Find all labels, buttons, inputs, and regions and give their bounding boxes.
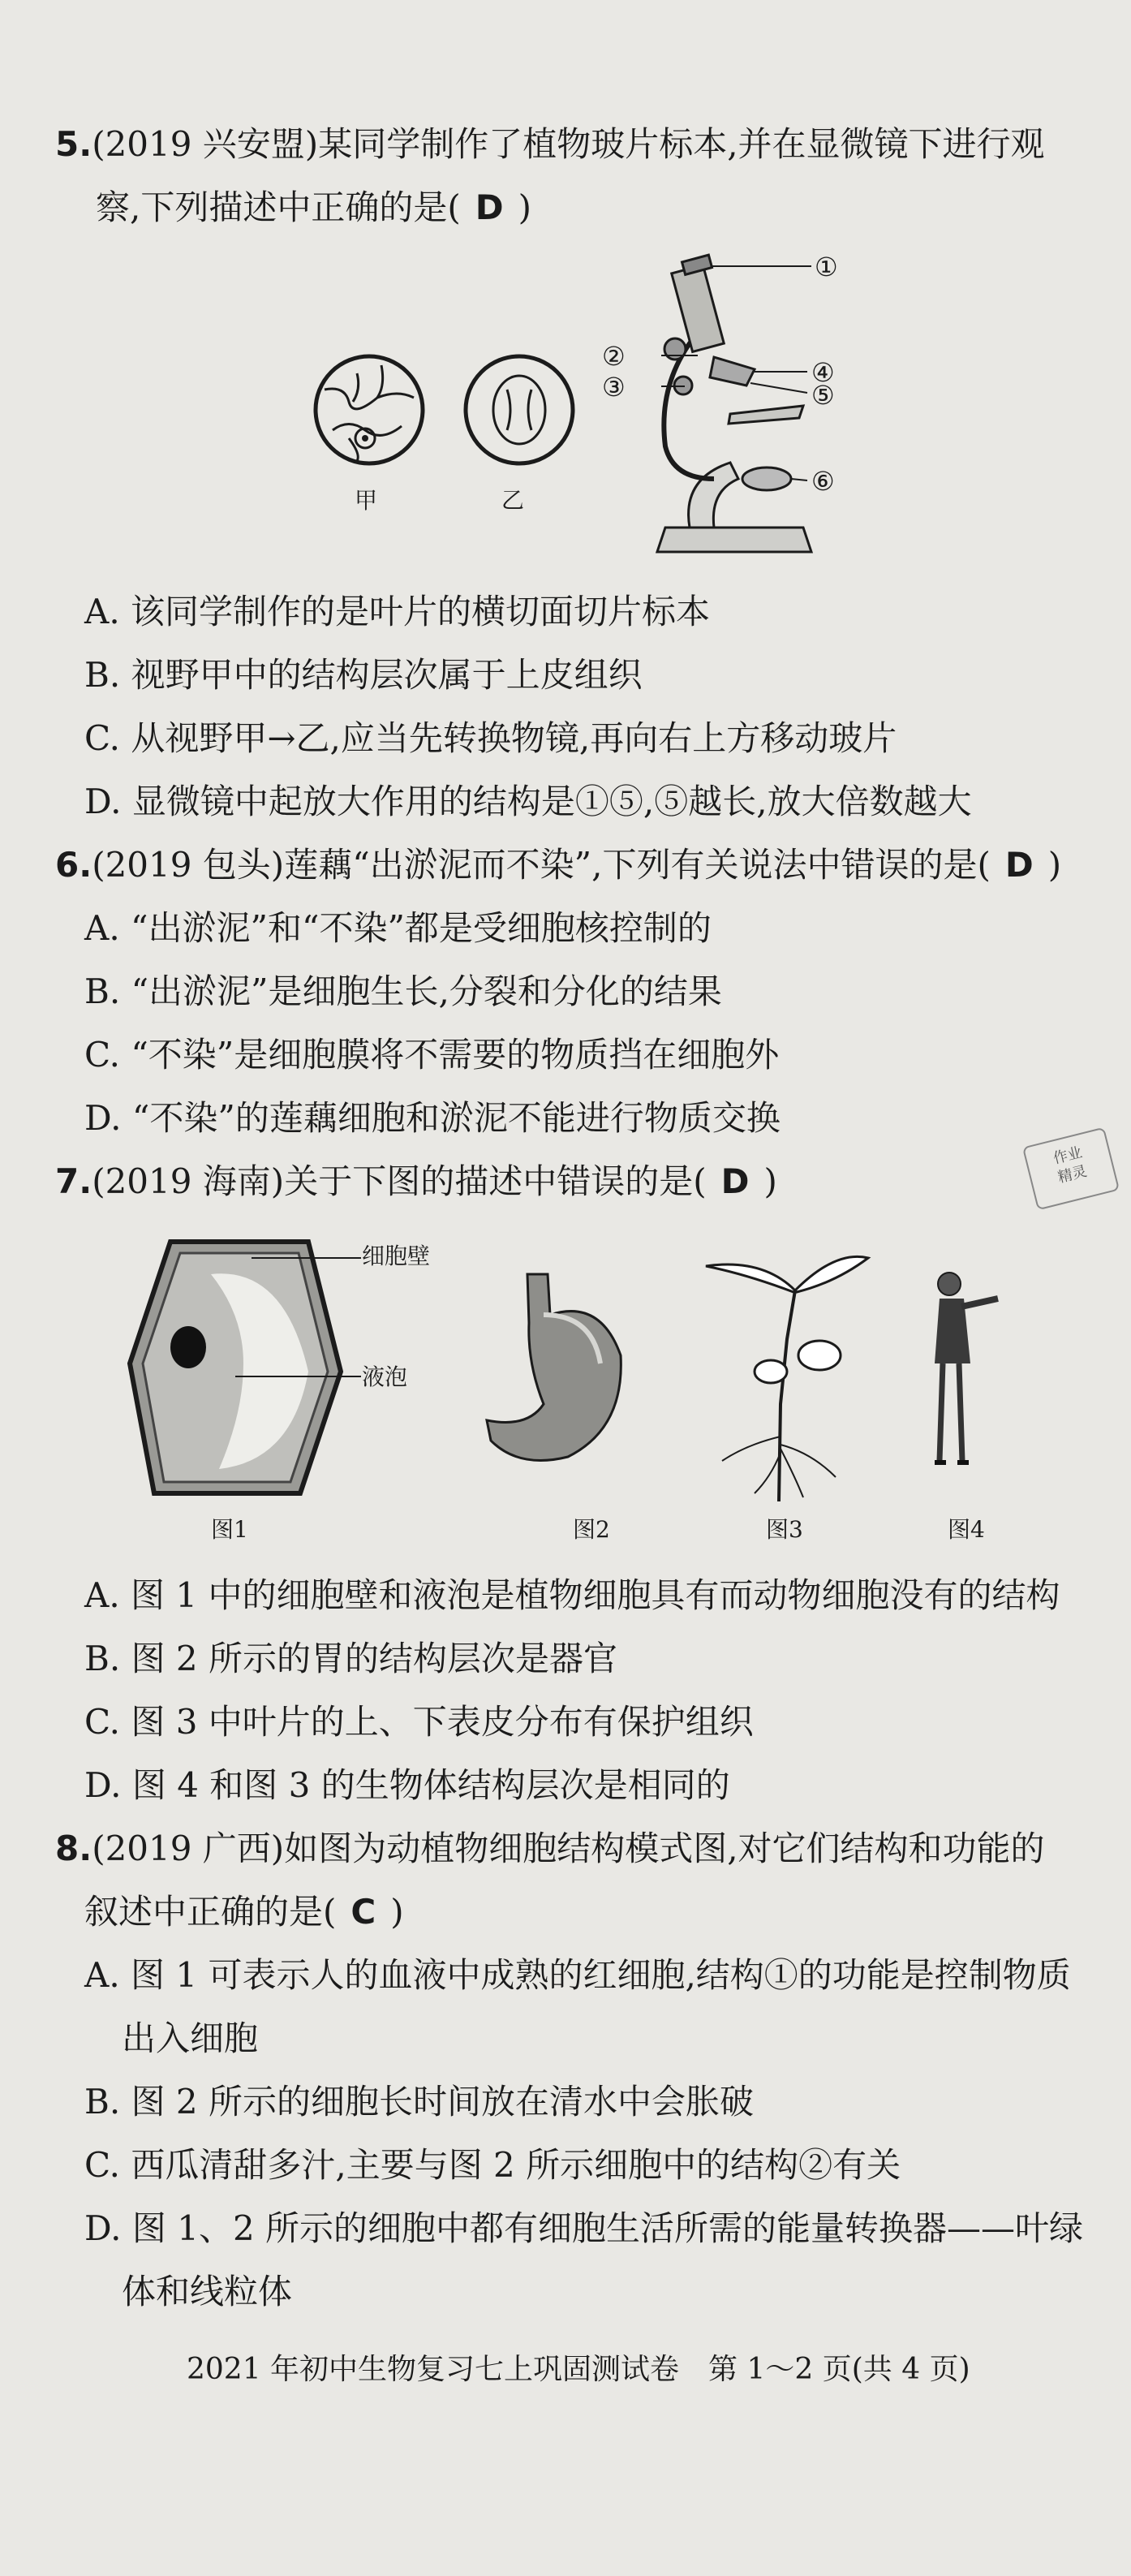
page-footer: 2021 年初中生物复习七上巩固测试卷 第 1～2 页(共 4 页) — [187, 2353, 970, 2386]
q8-line2: 叙述中正确的是( C ) — [84, 1892, 404, 1932]
q8-option-c: C. 西瓜清甜多汁,主要与图 2 所示细胞中的结构②有关 — [84, 2145, 901, 2185]
watermark-stamp: 作业 精灵 — [1022, 1127, 1120, 1211]
q7-option-a: A. 图 1 中的细胞壁和液泡是植物细胞具有而动物细胞没有的结构 — [84, 1575, 1060, 1615]
q8-answer: C — [350, 1892, 376, 1932]
q6-answer: D — [1004, 845, 1034, 885]
q6-option-b: B. “出淤泥”是细胞生长,分裂和分化的结果 — [84, 971, 722, 1011]
q5-number: 5. — [55, 124, 92, 164]
q7-option-d: D. 图 4 和图 3 的生物体结构层次是相同的 — [84, 1765, 730, 1805]
q6-option-d: D. “不染”的莲藕细胞和淤泥不能进行物质交换 — [84, 1098, 781, 1138]
microscope-label-4: ④ — [811, 357, 835, 388]
label-jia: 甲 — [355, 487, 378, 514]
cell-label-leaders — [227, 1250, 365, 1388]
q8-option-a-line2: 出入细胞 — [122, 2018, 259, 2058]
microscope-label-3: ③ — [602, 372, 626, 403]
q8-option-b: B. 图 2 所示的细胞长时间放在清水中会胀破 — [84, 2082, 754, 2122]
label-vacuole: 液泡 — [362, 1363, 408, 1390]
microscope-label-5: ⑤ — [811, 380, 835, 411]
stomach-figure — [479, 1266, 633, 1469]
caption-fig4: 图4 — [948, 1516, 985, 1543]
q8-option-d-line1: D. 图 1、2 所示的细胞中都有细胞生活所需的能量转换器——叶绿 — [84, 2208, 1084, 2248]
q6-option-a: A. “出淤泥”和“不染”都是受细胞核控制的 — [84, 908, 712, 948]
q7-number: 7. — [55, 1161, 92, 1201]
label-cell-wall: 细胞壁 — [362, 1243, 431, 1269]
q5-option-d: D. 显微镜中起放大作用的结构是①⑤,⑤越长,放大倍数越大 — [84, 782, 972, 821]
q7-line1: 7.(2019 海南)关于下图的描述中错误的是( D ) — [55, 1161, 777, 1201]
q5-line1: 5.(2019 兴安盟)某同学制作了植物玻片标本,并在显微镜下进行观 — [55, 124, 1045, 164]
q5-option-c: C. 从视野甲→乙,应当先转换物镜,再向右上方移动玻片 — [84, 718, 897, 758]
microscope-label-2: ② — [602, 341, 626, 372]
q5-option-b: B. 视野甲中的结构层次属于上皮组织 — [84, 655, 643, 695]
q7-option-b: B. 图 2 所示的胃的结构层次是器官 — [84, 1639, 617, 1678]
q5-option-a: A. 该同学制作的是叶片的横切面切片标本 — [84, 592, 711, 631]
caption-fig3: 图3 — [766, 1516, 803, 1543]
microscope-diagram — [633, 243, 828, 560]
q6-number: 6. — [55, 845, 92, 885]
microscope-label-6: ⑥ — [811, 466, 835, 497]
q8-line1: 8.(2019 广西)如图为动植物细胞结构模式图,对它们结构和功能的 — [55, 1829, 1045, 1868]
label-yi: 乙 — [501, 487, 525, 514]
q8-number: 8. — [55, 1829, 92, 1868]
q7-option-c: C. 图 3 中叶片的上、下表皮分布有保护组织 — [84, 1702, 754, 1742]
q5-line2: 察,下列描述中正确的是( D ) — [96, 187, 532, 227]
q7-answer: D — [720, 1161, 750, 1201]
q6-line1: 6.(2019 包头)莲藕“出淤泥而不染”,下列有关说法中错误的是( D ) — [55, 845, 1062, 885]
q8-option-a-line1: A. 图 1 可表示人的血液中成熟的红细胞,结构①的功能是控制物质 — [84, 1955, 1071, 1995]
q8-option-d-line2: 体和线粒体 — [122, 2272, 293, 2311]
person-figure — [925, 1266, 1006, 1477]
caption-fig1: 图1 — [211, 1516, 248, 1543]
q6-option-c: C. “不染”是细胞膜将不需要的物质挡在细胞外 — [84, 1035, 780, 1075]
caption-fig2: 图2 — [573, 1516, 610, 1543]
q5-answer: D — [475, 187, 504, 227]
microscope-label-1: ① — [815, 252, 838, 282]
seedling-figure — [698, 1242, 876, 1501]
